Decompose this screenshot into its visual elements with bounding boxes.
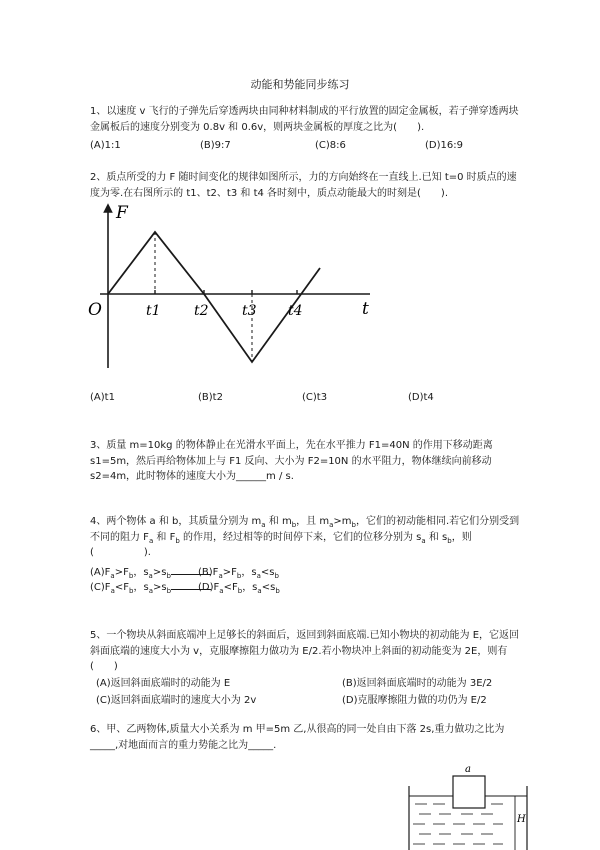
question-3 xyxy=(90,438,526,485)
block-a xyxy=(453,776,485,808)
height-label: H xyxy=(517,814,526,825)
q4-option-c: $(C)F_a<F_b$，$s_a>s_b$ xyxy=(90,580,211,596)
q2-option-d: (D)t4 xyxy=(408,392,434,403)
question-4-line-3: ( ). xyxy=(90,547,151,558)
water-block-figure xyxy=(405,760,535,850)
q1-option-d: (D)16:9 xyxy=(425,140,463,151)
question-3-text: 3、质量 m=10kg 的物体静止在光滑水平面上，先在水平推力 F1=40N 的作用下移动距离 s1=5m，然后再给物体加上与 F1 反向、大小为 F2=10N 的水平阻力，物体继续向前移动 s2=4m，此时物体的速度大小为______m / s. xyxy=(90,440,493,482)
question-6 xyxy=(90,722,526,753)
x-axis-label: t xyxy=(362,299,369,319)
q4-option-b: $(B)F_a>F_b$，$s_a<s_b$ xyxy=(198,567,279,580)
page-title: 动能和势能同步练习 xyxy=(250,78,350,91)
origin-label: O xyxy=(88,300,102,320)
q5-option-a: (A)返回斜面底端时的动能为 E xyxy=(96,678,231,689)
t2-label: t2 xyxy=(194,303,209,319)
q2-option-b: (B)t2 xyxy=(198,392,223,403)
force-curve xyxy=(108,232,320,362)
q2-option-a: (A)t1 xyxy=(90,392,115,403)
q5-option-d: (D)克服摩擦阻力做的功仍为 E/2 xyxy=(342,695,487,706)
q4-option-a: $(A)F_a>F_b$，$s_a>s_b$ xyxy=(90,565,211,581)
question-4 xyxy=(90,514,526,561)
question-5 xyxy=(90,628,526,675)
q4-option-d: $(D)F_a<F_b$，$s_a<s_b$ xyxy=(198,582,280,595)
question-2-text: 2、质点所受的力 F 随时间变化的规律如图所示，力的方向始终在一直线上.已知 t=0 时质点的速度为零.在右图所示的 t1、t2、t3 和 t4 各时刻中，质点动能最大的时刻是( ). xyxy=(90,172,517,199)
question-6-text: 6、甲、乙两物体,质量大小关系为 m 甲=5m 乙,从很高的同一处自由下落 2s,重力做功之比为_____,对地面而言的重力势能之比为_____. xyxy=(90,724,505,751)
q1-option-a: (A)1:1 xyxy=(90,140,121,151)
question-1 xyxy=(90,104,526,135)
question-1-text: 1、以速度 v 飞行的子弹先后穿透两块由同种材料制成的平行放置的固定金属板，若子弹穿透两块金属板后的速度分别变为 0.8v 和 0.6v，则两块金属板的厚度之比为( ). xyxy=(90,106,519,133)
block-label: a xyxy=(465,764,471,775)
q5-option-c: (C)返回斜面底端时的速度大小为 2v xyxy=(96,695,257,706)
question-4-line-1: 4、两个物体 a 和 b，其质量分别为 $m_a$ 和 $m_b$，且 $m_a>m_b$，它们的初动能相同.若它们分别受到不同的阻力 $F_a$ 和 $F_b$ 的作用，经过相等的时间停下来，它们的位移分别为 $s_a$ 和 $s_b$，则 xyxy=(90,516,520,545)
q5-option-b: (B)返回斜面底端时的动能为 3E/2 xyxy=(342,678,493,689)
t4-label: t4 xyxy=(288,303,303,319)
t3-label: t3 xyxy=(242,303,257,319)
y-axis-label: F xyxy=(116,203,128,223)
water-hatching xyxy=(413,804,503,844)
q2-option-c: (C)t3 xyxy=(302,392,328,403)
q1-option-c: (C)8:6 xyxy=(315,140,346,151)
force-time-graph xyxy=(80,196,380,372)
q1-option-b: (B)9:7 xyxy=(200,140,231,151)
t1-label: t1 xyxy=(146,303,161,319)
question-5-text: 5、一个物块从斜面底端冲上足够长的斜面后，返回到斜面底端.已知小物块的初动能为 E，它返回斜面底端的速度大小为 v，克服摩擦阻力做功为 E/2.若小物块冲上斜面的初动能变为 2E，则有( ) xyxy=(90,630,520,672)
